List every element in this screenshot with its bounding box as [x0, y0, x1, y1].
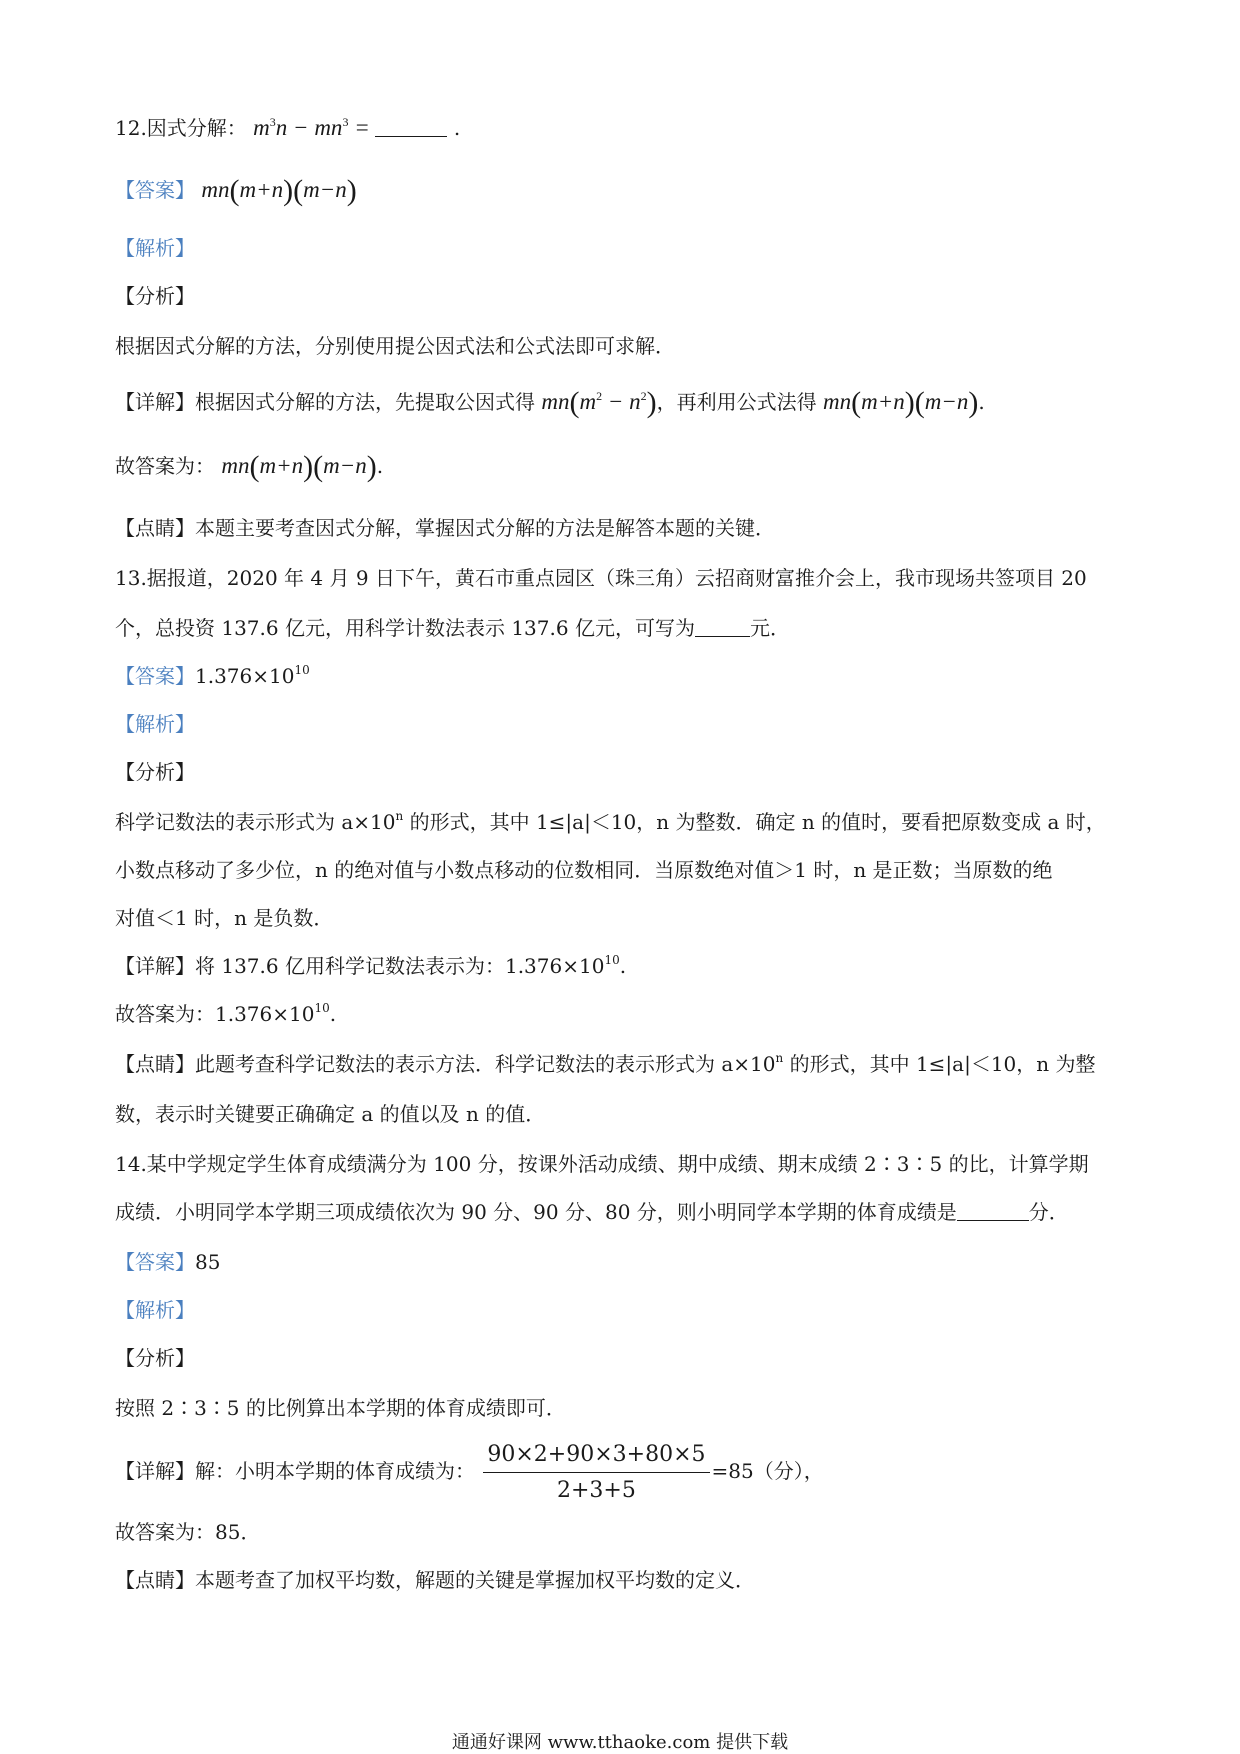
q13-fenxi-label: 【分析】: [115, 760, 195, 784]
q14-comment: 【点睛】本题考查了加权平均数，解题的关键是掌握加权平均数的定义．: [115, 1568, 755, 1592]
q13-comment-line1: 【点睛】此题考查科学记数法的表示方法．科学记数法的表示形式为 $a\times 10^n$ 的形式，其中 1≤|a|＜10，n 为整: [115, 1051, 1096, 1076]
q12-so-expr: mn(m+n)(m−n): [221, 450, 377, 483]
q12-fenxi-label: 【分析】: [115, 284, 195, 308]
q12-detail-expr1: $mn(m^2 - n^2)$: [541, 386, 657, 419]
q12-detail: 【详解】根据因式分解的方法，先提取公因式得 $mn(m^2 - n^2)$，再利用公式法得 mn(m+n)(m−n).: [115, 386, 985, 419]
q13-stem-line1: 13.据报道，2020 年 4 月 9 日下午，黄石市重点园区（珠三角）云招商财富推介会上，我市现场共签项目 20: [115, 566, 1087, 590]
q14-analysis-label: 【解析】: [115, 1298, 195, 1322]
q13-fenxi-line3: 对值＜1 时，n 是负数．: [115, 906, 334, 930]
q12-fenxi-text: 根据因式分解的方法，分别使用提公因式法和公式法即可求解．: [115, 334, 675, 358]
q13-so: 故答案为：$1.376\times 10^{10}$.: [115, 1001, 337, 1026]
q12-stem: 12.因式分解： $m^3n - mn^3$ = .: [115, 115, 461, 140]
q14-fraction-numerator: 90×2+90×3+80×5: [483, 1441, 709, 1473]
q14-answer-blank: [957, 1200, 1029, 1221]
q14-detail: 【详解】解：小明本学期的体育成绩为： $\frac{90\times 2+90\times 3+80\times 5}{2+3+5}$ =85（分），: [115, 1441, 824, 1503]
page-footer: 通通好课网 www.tthaoke.com 提供下载: [451, 1732, 789, 1753]
q14-fraction-denominator: 2+3+5: [557, 1477, 636, 1503]
q12-so: 故答案为： mn(m+n)(m−n).: [115, 450, 384, 483]
q12-expression: $m^3n - mn^3$ =: [253, 115, 376, 140]
q14-so: 故答案为：85．: [115, 1520, 261, 1544]
q14-answer: 【答案】85: [115, 1250, 221, 1274]
q14-fenxi-label: 【分析】: [115, 1346, 195, 1370]
q12-answer-expr: mn(m+n)(m−n): [201, 174, 357, 207]
q12-comment: 【点睛】本题主要考查因式分解，掌握因式分解的方法是解答本题的关键．: [115, 516, 775, 540]
q13-answer: 【答案】$1.376\times 10^{10}$: [115, 663, 310, 688]
q13-answer-blank: [695, 616, 750, 637]
q12-detail-expr2: mn(m+n)(m−n): [823, 386, 979, 419]
q14-stem-line2: 成绩．小明同学本学期三项成绩依次为 90 分、90 分、80 分，则小明同学本学期的体育成绩是 分．: [115, 1200, 1069, 1224]
q13-fenxi-line2: 小数点移动了多少位，n 的绝对值与小数点移动的位数相同．当原数绝对值＞1 时，n 是正数；当原数的绝: [115, 858, 1053, 882]
q13-stem-line2: 个，总投资 137.6 亿元，用科学计数法表示 137.6 亿元，可写为 元．: [115, 616, 790, 640]
q14-stem-line1: 14.某中学规定学生体育成绩满分为 100 分，按课外活动成绩、期中成绩、期末成绩 2∶3∶5 的比，计算学期: [115, 1152, 1089, 1176]
q12-answer-blank: [375, 116, 447, 137]
q12-analysis-label: 【解析】: [115, 236, 195, 260]
q13-analysis-label: 【解析】: [115, 712, 195, 736]
q14-fenxi-text: 按照 2∶3∶5 的比例算出本学期的体育成绩即可．: [115, 1396, 566, 1420]
q13-fenxi-line1: 科学记数法的表示形式为 $a\times 10^n$ 的形式，其中 1≤|a|＜10，n 为整数．确定 n 的值时，要看把原数变成 a 时，: [115, 809, 1106, 834]
q14-fraction: [483, 1441, 709, 1505]
q13-comment-line2: 数，表示时关键要正确确定 a 的值以及 n 的值．: [115, 1102, 546, 1126]
q13-detail: 【详解】将 137.6 亿用科学记数法表示为：$1.376\times 10^{10}$.: [115, 953, 627, 978]
q12-answer: 【答案】 mn(m+n)(m−n): [115, 174, 357, 207]
